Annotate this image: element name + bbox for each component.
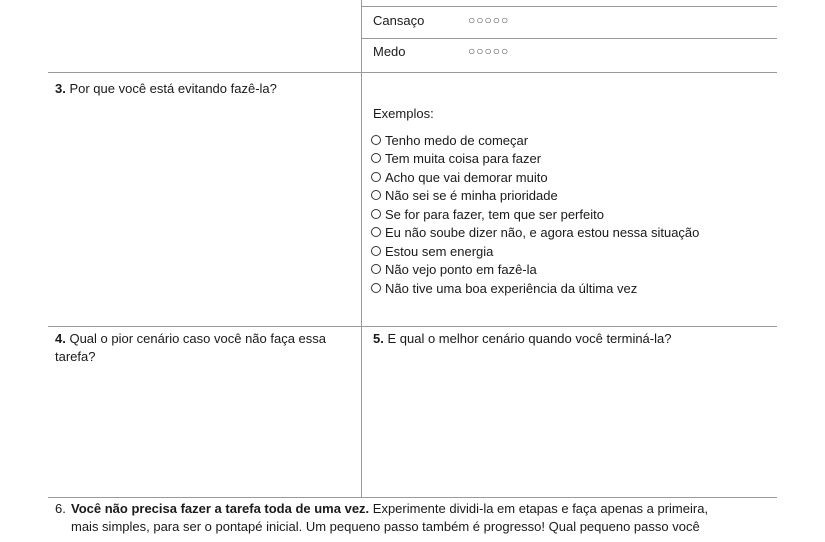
q5-question	[373, 331, 671, 347]
example-option[interactable]	[371, 133, 528, 149]
q4-question	[55, 331, 326, 347]
example-option-label: Eu não soube dizer não, e agora estou nessa situação	[385, 225, 700, 240]
rating-scale-cansaco[interactable]: ○○○○○	[468, 13, 510, 27]
rating-top-rule	[362, 6, 777, 7]
q4-number: 4.	[55, 331, 66, 346]
q6-line1-rest: Experimente dividi-la em etapas e faça apenas a primeira,	[369, 501, 709, 516]
q4-text-line2: tarefa?	[55, 349, 96, 364]
rating-label-cansaco: Cansaço	[373, 13, 425, 28]
example-option[interactable]	[371, 262, 537, 278]
example-option[interactable]	[371, 170, 548, 186]
rating-label-medo: Medo	[373, 44, 406, 59]
radio-circle-icon	[371, 190, 381, 200]
q6-number: 6.	[55, 501, 66, 516]
q3-text: Por que você está evitando fazê-la?	[69, 81, 277, 96]
q6-top-rule	[48, 497, 777, 498]
example-option-label: Tem muita coisa para fazer	[385, 151, 542, 166]
example-option[interactable]	[371, 188, 558, 204]
example-option-label: Não tive uma boa experiência da última vez	[385, 281, 638, 296]
radio-circle-icon	[371, 153, 381, 163]
example-option-label: Não vejo ponto em fazê-la	[385, 262, 537, 277]
q6-line2: mais simples, para ser o pontapé inicial. Um pequeno passo também é progresso! Qual pequeno passo você	[71, 519, 700, 534]
example-option[interactable]	[371, 151, 541, 167]
q3-question	[55, 81, 277, 97]
radio-circle-icon	[371, 283, 381, 293]
radio-circle-icon	[371, 172, 381, 182]
example-option[interactable]	[371, 207, 604, 223]
example-option-label: Estou sem energia	[385, 244, 494, 259]
radio-circle-icon	[371, 135, 381, 145]
column-divider	[361, 0, 362, 497]
example-option[interactable]	[371, 244, 493, 260]
rating-scale-medo[interactable]: ○○○○○	[468, 44, 510, 58]
radio-circle-icon	[371, 209, 381, 219]
example-option-label: Acho que vai demorar muito	[385, 170, 548, 185]
example-option[interactable]	[371, 225, 699, 241]
radio-circle-icon	[371, 227, 381, 237]
q4-top-rule	[48, 326, 777, 327]
example-option-label: Se for para fazer, tem que ser perfeito	[385, 207, 604, 222]
example-option-label: Não sei se é minha prioridade	[385, 188, 558, 203]
rating-mid-rule	[362, 38, 777, 39]
example-option-label: Tenho medo de começar	[385, 133, 529, 148]
q5-number: 5.	[373, 331, 384, 346]
q3-number: 3.	[55, 81, 66, 96]
q6-line1	[71, 501, 708, 517]
q6-bold-lead: Você não precisa fazer a tarefa toda de uma vez.	[71, 501, 370, 516]
examples-title: Exemplos:	[373, 106, 434, 121]
q5-text: E qual o melhor cenário quando você terminá-la?	[387, 331, 672, 346]
radio-circle-icon	[371, 264, 381, 274]
example-option[interactable]	[371, 281, 637, 297]
q3-top-rule	[48, 72, 777, 73]
q4-text-line1: Qual o pior cenário caso você não faça essa	[69, 331, 327, 346]
radio-circle-icon	[371, 246, 381, 256]
